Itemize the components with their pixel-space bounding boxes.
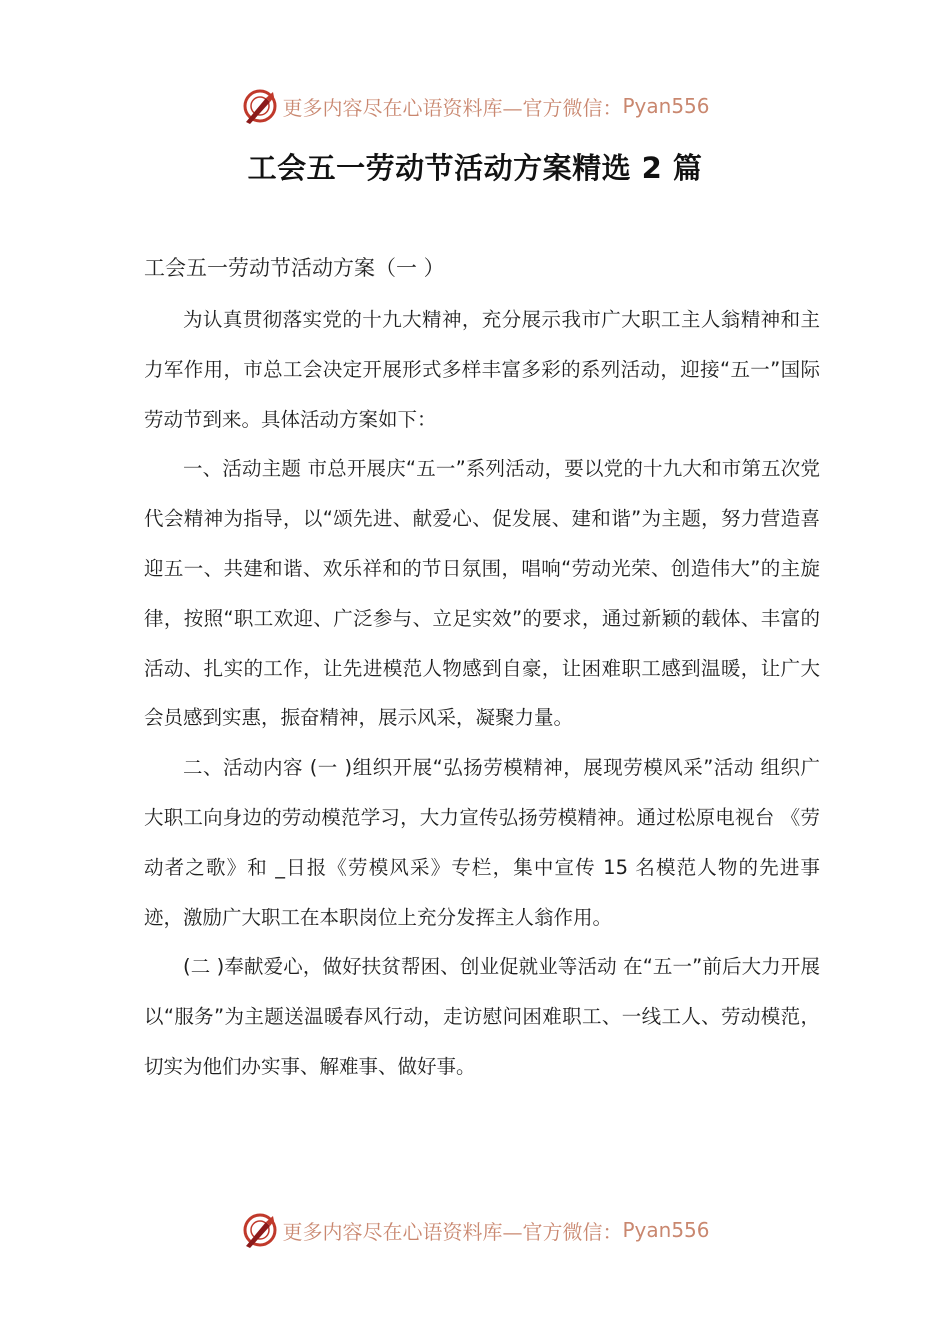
paragraph: (二 )奉献爱心，做好扶贫帮困、创业促就业等活动 在“五一”前后大力开展以“服务”为主题送温暖春风行动，走访慰问困难职工、一线工人、劳动模范，切实为他们办实事、解难事、做好事。 — [144, 955, 820, 1078]
watermark-text: 更多内容尽在心语资料库—官方微信： — [282, 95, 623, 120]
paragraph: 二、活动内容 (一 )组织开展“弘扬劳模精神，展现劳模风采”活动 组织广大职工向身边的劳动模范学习，大力宣传弘扬劳模精神。通过松原电视台 《劳动者之歌》和 _日报《劳模风采》专栏，集中宣传 15 名模范人物的先进事迹，激励广大职工在本职岗位上充分发挥主人翁作用。 — [144, 756, 820, 929]
document-body — [144, 295, 820, 1092]
section-subtitle: 工会五一劳动节活动方案（一 ） — [144, 256, 445, 280]
document-title: 工会五一劳动节活动方案精选 2 篇 — [247, 151, 703, 185]
watermark-wechat-id: Pyan556 — [622, 94, 710, 118]
pen-logo-icon — [240, 1210, 280, 1250]
watermark-banner-bottom — [0, 1208, 950, 1252]
pen-logo-icon — [240, 86, 280, 126]
paragraph: 为认真贯彻落实党的十九大精神，充分展示我市广大职工主人翁精神和主力军作用，市总工会决定开展形式多样丰富多彩的系列活动，迎接“五一”国际劳动节到来。具体活动方案如下： — [144, 308, 820, 431]
paragraph: 一、活动主题 市总开展庆“五一”系列活动，要以党的十九大和市第五次党代会精神为指导，以“颂先进、献爱心、促发展、建和谐”为主题，努力营造喜迎五一、共建和谐、欢乐祥和的节日氛围，唱响“劳动光荣、创造伟大”的主旋律，按照“职工欢迎、广泛参与、立足实效”的要求，通过新颖的载体、丰富的活动、扎实的工作，让先进模范人物感到自豪，让困难职工感到温暖，让广大会员感到实惠，振奋精神，展示风采，凝聚力量。 — [144, 457, 820, 730]
watermark-banner-top — [0, 84, 950, 128]
watermark-text: 更多内容尽在心语资料库—官方微信： — [282, 1219, 623, 1244]
watermark-wechat-id: Pyan556 — [622, 1218, 710, 1242]
